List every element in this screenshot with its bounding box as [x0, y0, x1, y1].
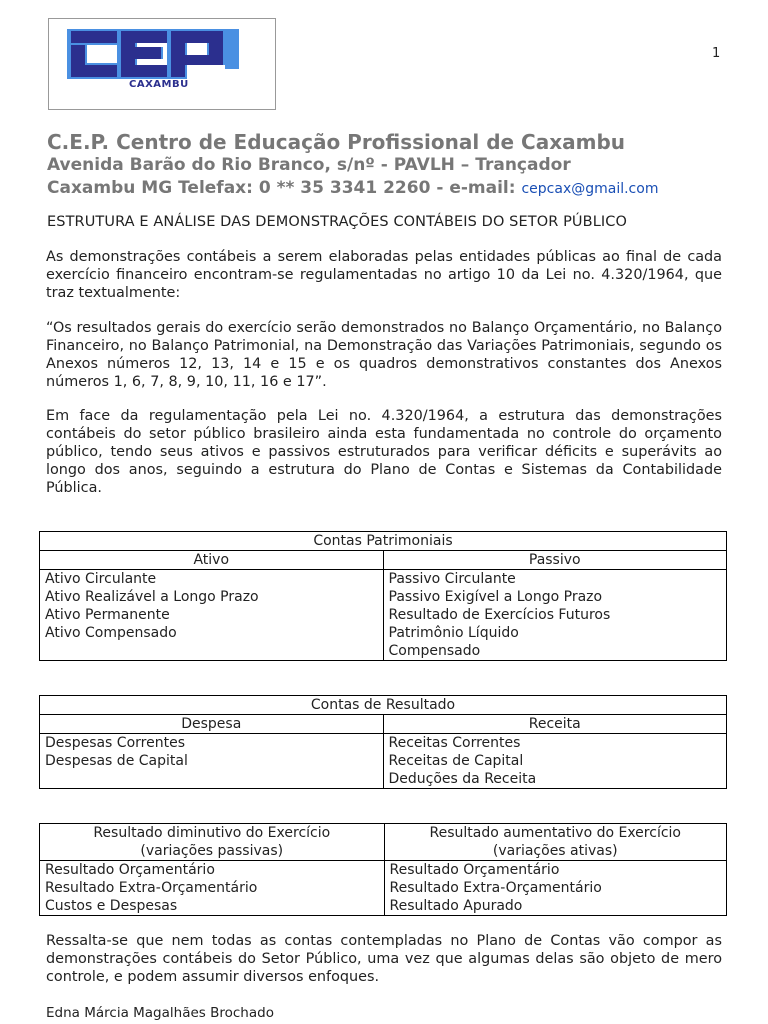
- list-item: Custos e Despesas: [45, 898, 178, 914]
- table-contas-patrimoniais: [39, 531, 727, 661]
- list-item: Ativo Circulante: [45, 571, 157, 587]
- list-item: Patrimônio Líquido: [388, 625, 519, 641]
- list-item: Resultado Orçamentário: [389, 862, 560, 878]
- paragraph-intro: As demonstrações contábeis a serem elaboradas pelas entidades públicas ao final de cada exercício financeiro encontram-se regulamentadas no artigo 10 da Lei no. 4.320/1964, que traz textualmente:: [46, 249, 722, 301]
- list-item: Deduções da Receita: [388, 771, 537, 787]
- list-item: Resultado Extra-Orçamentário: [389, 880, 602, 896]
- table-resultado-exercicio: [39, 823, 727, 916]
- list-item: Ativo Compensado: [45, 625, 177, 641]
- list-item: Resultado Orçamentário: [45, 862, 215, 878]
- institution-name: C.E.P. Centro de Educação Profissional de Caxambu: [47, 130, 626, 154]
- table-contas-resultado: [39, 695, 727, 789]
- contact-line: Caxambu MG Telefax: 0 ** 35 3341 2260 - e-mail:: [47, 178, 516, 198]
- author-signature: Edna Márcia Magalhães Brochado: [46, 1005, 274, 1021]
- list-item: Resultado Extra-Orçamentário: [45, 880, 258, 896]
- diminutivo-list: [40, 861, 385, 916]
- column-header-despesa: Despesa: [40, 715, 384, 734]
- list-item: Resultado Apurado: [389, 898, 523, 914]
- column-header-receita: Receita: [383, 715, 727, 734]
- list-item: Receitas Correntes: [388, 735, 521, 751]
- list-item: Despesas Correntes: [45, 735, 185, 751]
- list-item: Passivo Exigível a Longo Prazo: [388, 589, 603, 605]
- ativo-list: [40, 570, 384, 661]
- table-title: Contas Patrimoniais: [40, 532, 727, 551]
- header-line: (variações passivas): [140, 843, 284, 859]
- list-item: Compensado: [388, 643, 481, 659]
- header-line: Resultado aumentativo do Exercício: [429, 825, 681, 841]
- institution-contact: [47, 178, 658, 198]
- document-title: ESTRUTURA E ANÁLISE DAS DEMONSTRAÇÕES CONTÁBEIS DO SETOR PÚBLICO: [47, 214, 627, 230]
- table-title: Contas de Resultado: [40, 696, 727, 715]
- aumentativo-list: [384, 861, 727, 916]
- list-item: Resultado de Exercícios Futuros: [388, 607, 611, 623]
- list-item: Despesas de Capital: [45, 753, 188, 769]
- receita-list: [383, 734, 727, 789]
- passivo-list: [383, 570, 727, 661]
- logo-frame: [48, 18, 276, 110]
- page-number: 1: [712, 46, 721, 61]
- list-item: Passivo Circulante: [388, 571, 516, 587]
- list-item: Receitas de Capital: [388, 753, 524, 769]
- list-item: Ativo Permanente: [45, 607, 170, 623]
- column-header-passivo: Passivo: [383, 551, 727, 570]
- column-header-aumentativo: [384, 824, 727, 861]
- institution-address: Avenida Barão do Rio Branco, s/nº - PAVLH – Trançador: [47, 155, 571, 175]
- logo-caption: CAXAMBU: [129, 79, 189, 90]
- despesa-list: [40, 734, 384, 789]
- paragraph-regulation: Em face da regulamentação pela Lei no. 4.320/1964, a estrutura das demonstrações contábeis do setor público brasileiro ainda esta fundamentada no controle do orçamento público, tendo seus ativos e passivos estruturados para verificar déficits e superávits ao longo dos anos, seguindo a estrutura do Plano de Contas e Sistemas da Contabilidade Pública.: [46, 408, 722, 496]
- email-link[interactable]: cepcax@gmail.com: [521, 181, 659, 197]
- paragraph-quote: “Os resultados gerais do exercício serão demonstrados no Balanço Orçamentário, no Balanço Financeiro, no Balanço Patrimonial, na Demonstração das Variações Patrimoniais, segundo os Anexos números 12, 13, 14 e 15 e os quadros demonstrativos constantes dos Anexos números 1, 6, 7, 8, 9, 10, 11, 16 e 17”.: [46, 320, 722, 390]
- column-header-ativo: Ativo: [40, 551, 384, 570]
- cep-logo-mark: [67, 29, 239, 79]
- header-line: Resultado diminutivo do Exercício: [93, 825, 331, 841]
- header-line: (variações ativas): [492, 843, 618, 859]
- paragraph-conclusion: Ressalta-se que nem todas as contas contempladas no Plano de Contas vão compor as demonstrações contábeis do Setor Público, uma vez que algumas delas são objeto de mero controle, e podem assumir diversos enfoques.: [46, 933, 722, 985]
- cep-caxambu-logo: [49, 19, 275, 109]
- list-item: Ativo Realizável a Longo Prazo: [45, 589, 259, 605]
- column-header-diminutivo: [40, 824, 385, 861]
